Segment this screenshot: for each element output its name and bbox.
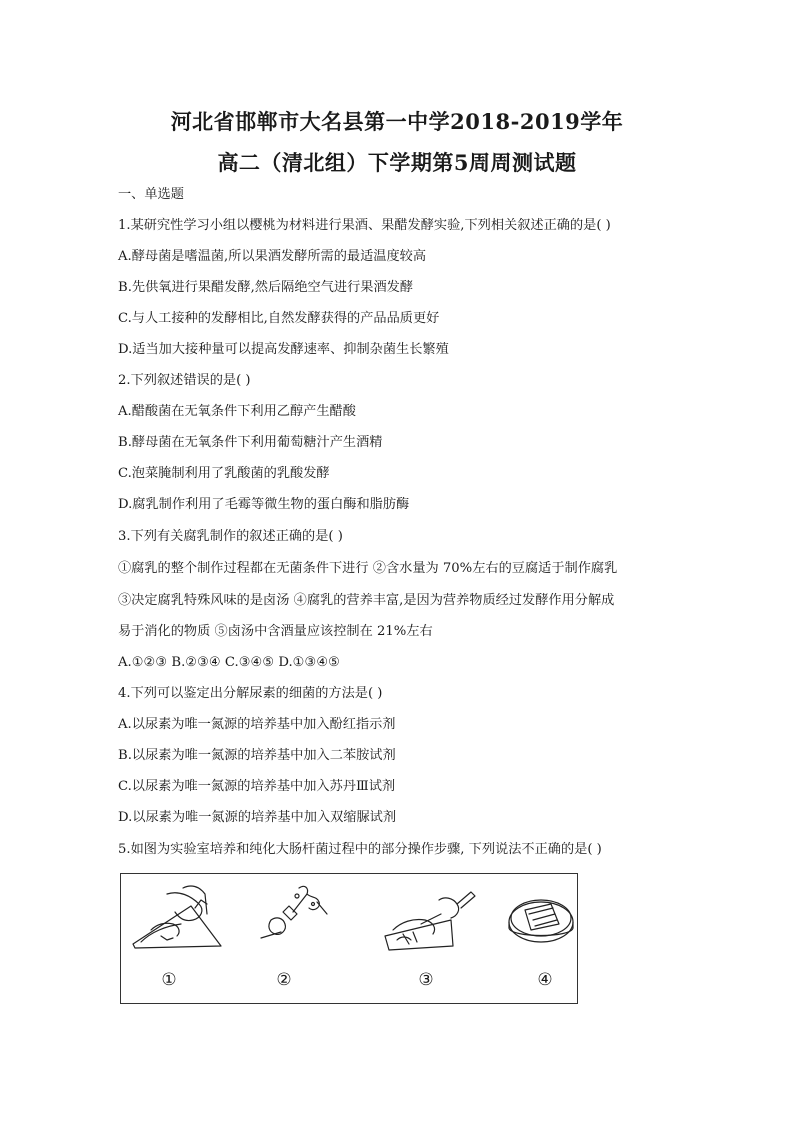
q4-option-d: D.以尿素为唯一氮源的培养基中加入双缩脲试剂 xyxy=(118,810,397,825)
figure-label-4: ④ xyxy=(537,970,553,990)
figure-label-1: ① xyxy=(161,970,177,990)
doc-title-line1: 河北省邯郸市大名县第一中学2018-2019学年 xyxy=(170,109,624,134)
q1-stem: 1.某研究性学习小组以樱桃为材料进行果酒、果醋发酵实验,下列相关叙述正确的是( ) xyxy=(118,218,611,233)
q4-option-c: C.以尿素为唯一氮源的培养基中加入苏丹Ⅲ试剂 xyxy=(118,779,396,794)
q5-figure-drawings xyxy=(121,874,577,1003)
q2-option-b: B.酵母菌在无氧条件下利用葡萄糖汁产生酒精 xyxy=(118,435,383,450)
step4-illustration xyxy=(509,900,573,942)
q1-option-d: D.适当加大接种量可以提高发酵速率、抑制杂菌生长繁殖 xyxy=(118,342,449,357)
step1-illustration xyxy=(133,886,221,948)
q3-statement-line3: 易于消化的物质 ⑤卤汤中含酒量应该控制在 21%左右 xyxy=(118,624,433,639)
q4-stem: 4.下列可以鉴定出分解尿素的细菌的方法是( ) xyxy=(118,686,383,701)
q3-statement-line1: ①腐乳的整个制作过程都在无菌条件下进行 ②含水量为 70%左右的豆腐适于制作腐乳 xyxy=(118,561,618,576)
q2-stem: 2.下列叙述错误的是( ) xyxy=(118,373,251,388)
q4-option-a: A.以尿素为唯一氮源的培养基中加入酚红指示剂 xyxy=(118,717,396,732)
q2-option-a: A.醋酸菌在无氧条件下利用乙醇产生醋酸 xyxy=(118,404,356,419)
figure-label-3: ③ xyxy=(418,970,434,990)
q2-option-c: C.泡菜腌制利用了乳酸菌的乳酸发酵 xyxy=(118,466,330,481)
q1-option-b: B.先供氧进行果醋发酵,然后隔绝空气进行果酒发酵 xyxy=(118,280,414,295)
section-heading: 一、单选题 xyxy=(118,187,184,202)
q3-options: A.①②③ B.②③④ C.③④⑤ D.①③④⑤ xyxy=(118,655,340,670)
step3-illustration xyxy=(385,892,475,950)
doc-title-line2: 高二（清北组）下学期第5周周测试题 xyxy=(217,150,577,175)
q3-statement-line2: ③决定腐乳特殊风味的是卤汤 ④腐乳的营养丰富,是因为营养物质经过发酵作用分解成 xyxy=(118,593,615,608)
q5-stem: 5.如图为实验室培养和纯化大肠杆菌过程中的部分操作步骤, 下列说法不正确的是( ) xyxy=(118,842,602,857)
q3-stem: 3.下列有关腐乳制作的叙述正确的是( ) xyxy=(118,529,343,544)
step2-illustration xyxy=(261,886,327,938)
q2-option-d: D.腐乳制作利用了毛霉等微生物的蛋白酶和脂肪酶 xyxy=(118,497,410,512)
q5-figure xyxy=(120,873,578,1004)
figure-label-2: ② xyxy=(276,970,292,990)
q4-option-b: B.以尿素为唯一氮源的培养基中加入二苯胺试剂 xyxy=(118,748,396,763)
q1-option-a: A.酵母菌是嗜温菌,所以果酒发酵所需的最适温度较高 xyxy=(118,249,427,264)
q1-option-c: C.与人工接种的发酵相比,自然发酵获得的产品品质更好 xyxy=(118,311,440,326)
